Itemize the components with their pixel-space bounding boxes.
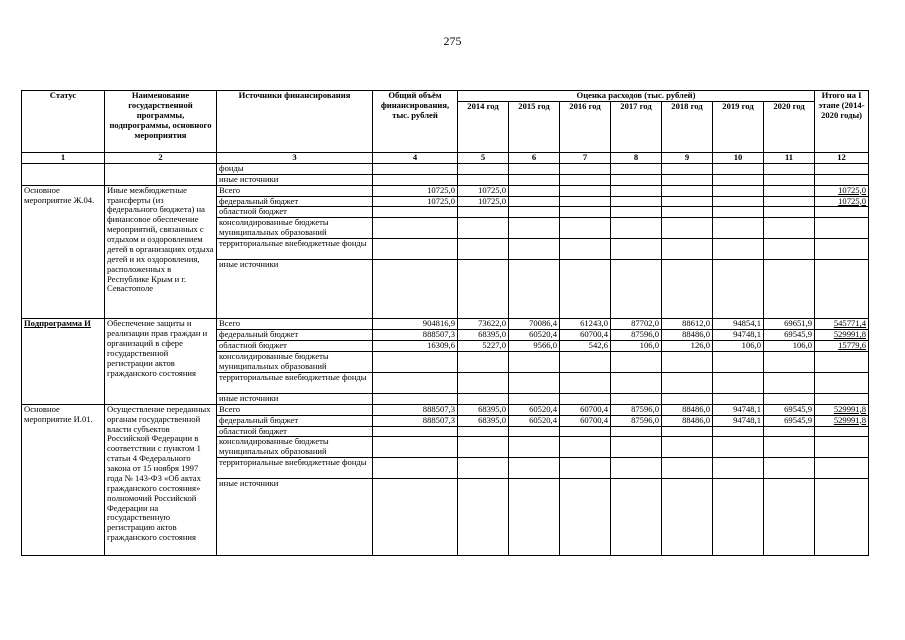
year-cell (662, 372, 713, 393)
year-cell (611, 437, 662, 458)
year-cell (560, 372, 611, 393)
year-cell: 88486,0 (662, 404, 713, 415)
year-cell (509, 185, 560, 196)
column-number: 11 (764, 153, 815, 164)
name-cell: Обеспечение защиты и реализации прав граждан и организаций в сфере государственной регистрации актов гражданского состояния (105, 319, 217, 405)
year-cell: 9566,0 (509, 341, 560, 352)
source-cell: Всего (217, 319, 373, 330)
year-cell (509, 239, 560, 260)
year-cell (509, 207, 560, 218)
status-cell: Основное мероприятие Ж.04. (22, 185, 105, 319)
header-year: 2014 год (458, 102, 509, 153)
year-cell (509, 426, 560, 437)
source-cell: территориальные внебюджетные фонды (217, 458, 373, 479)
year-cell (764, 372, 815, 393)
table-row (22, 404, 869, 415)
header-status: Статус (22, 91, 105, 153)
stage-total-cell: 529991,8 (815, 404, 869, 415)
year-cell: 106,0 (764, 341, 815, 352)
stage-total-cell (815, 426, 869, 437)
year-cell (560, 218, 611, 239)
year-cell: 60520,4 (509, 330, 560, 341)
year-cell: 88486,0 (662, 415, 713, 426)
year-cell: 69651,9 (764, 319, 815, 330)
year-cell: 10725,0 (458, 185, 509, 196)
year-cell: 87596,0 (611, 404, 662, 415)
year-cell (713, 351, 764, 372)
year-cell: 88486,0 (662, 330, 713, 341)
year-cell (611, 196, 662, 207)
source-cell: консолидированные бюджеты муниципальных образований (217, 351, 373, 372)
year-cell: 60700,4 (560, 404, 611, 415)
source-cell: фонды (217, 163, 373, 174)
year-cell (509, 458, 560, 479)
total-cell (373, 393, 458, 404)
year-cell: 69545,9 (764, 404, 815, 415)
year-cell (611, 260, 662, 319)
year-cell (713, 372, 764, 393)
year-cell (764, 426, 815, 437)
total-cell (373, 260, 458, 319)
year-cell (560, 239, 611, 260)
year-cell (713, 185, 764, 196)
name-cell: Осуществление переданных органам государственной власти субъектов Российской Федерации в соответствии с пунктом 1 статьи 4 Федерального закона от 15 ноября 1997 года № 143-ФЗ «Об актах гражданского состояния» полномочий Российской Федерации на государственную регистрацию актов гражданского состояния (105, 404, 217, 556)
year-cell: 60700,4 (560, 330, 611, 341)
year-cell: 88612,0 (662, 319, 713, 330)
year-cell (764, 218, 815, 239)
year-cell (560, 393, 611, 404)
source-cell: иные источники (217, 260, 373, 319)
year-cell (713, 426, 764, 437)
year-cell (458, 458, 509, 479)
year-cell: 69545,9 (764, 330, 815, 341)
year-cell (509, 393, 560, 404)
table-row (22, 163, 869, 174)
year-cell (713, 437, 764, 458)
year-cell (713, 218, 764, 239)
stage-total-cell (815, 372, 869, 393)
year-cell (713, 458, 764, 479)
year-cell: 70086,4 (509, 319, 560, 330)
year-cell (458, 218, 509, 239)
stage-total-cell (815, 351, 869, 372)
year-cell: 94748,1 (713, 330, 764, 341)
year-cell (611, 185, 662, 196)
year-cell (662, 437, 713, 458)
year-cell (764, 479, 815, 556)
year-cell (560, 196, 611, 207)
year-cell (458, 437, 509, 458)
year-cell (611, 426, 662, 437)
year-cell (713, 260, 764, 319)
year-cell (509, 372, 560, 393)
year-cell: 60520,4 (509, 404, 560, 415)
name-cell: Иные межбюджетные трансферты (из федерального бюджета) на финансовое обеспечение мероприятий, связанных с отдыхом и оздоровлением детей в организациях отдыха детей и их оздоровления, расположенных в Республике Крым и г. Севастополе (105, 185, 217, 319)
year-cell (611, 393, 662, 404)
header-year: 2017 год (611, 102, 662, 153)
year-cell: 106,0 (611, 341, 662, 352)
header-sources: Источники финансирования (217, 91, 373, 153)
year-cell: 87702,0 (611, 319, 662, 330)
year-cell (458, 351, 509, 372)
source-cell: Всего (217, 404, 373, 415)
budget-table (21, 90, 869, 556)
year-cell (764, 185, 815, 196)
year-cell (764, 351, 815, 372)
stage-total-cell: 10725,0 (815, 196, 869, 207)
year-cell (764, 393, 815, 404)
header-year: 2015 год (509, 102, 560, 153)
stage-total-cell: 529991,8 (815, 415, 869, 426)
year-cell: 94854,1 (713, 319, 764, 330)
total-cell (373, 218, 458, 239)
source-cell: территориальные внебюджетные фонды (217, 372, 373, 393)
stage-total-cell (815, 207, 869, 218)
total-cell (373, 351, 458, 372)
year-cell (458, 239, 509, 260)
year-cell (662, 196, 713, 207)
stage-total-cell (815, 479, 869, 556)
stage-total-cell (815, 260, 869, 319)
stage-total-cell (815, 437, 869, 458)
year-cell (611, 458, 662, 479)
source-cell: консолидированные бюджеты муниципальных образований (217, 218, 373, 239)
total-cell (373, 372, 458, 393)
year-cell (764, 196, 815, 207)
header-name: Наименование государственной программы, подпрограммы, основного мероприятия (105, 91, 217, 153)
source-cell: консолидированные бюджеты муниципальных образований (217, 437, 373, 458)
source-cell: федеральный бюджет (217, 196, 373, 207)
total-cell (373, 207, 458, 218)
year-cell (662, 393, 713, 404)
year-cell: 68395,0 (458, 404, 509, 415)
year-cell: 87596,0 (611, 415, 662, 426)
year-cell: 60700,4 (560, 415, 611, 426)
year-cell (611, 351, 662, 372)
year-cell (713, 479, 764, 556)
status-cell: Основное мероприятие И.01. (22, 404, 105, 556)
year-cell (713, 393, 764, 404)
name-cell (105, 163, 217, 185)
status-cell: Подпрограмма И (22, 319, 105, 405)
year-cell (509, 260, 560, 319)
year-cell (458, 393, 509, 404)
source-cell: областной бюджет (217, 341, 373, 352)
year-cell (713, 239, 764, 260)
year-cell (560, 479, 611, 556)
year-cell (509, 196, 560, 207)
stage-total-cell: 545771,4 (815, 319, 869, 330)
year-cell (611, 218, 662, 239)
header-stage-total: Итого на I этапе (2014-2020 годы) (815, 91, 869, 153)
stage-total-cell (815, 218, 869, 239)
year-cell (458, 207, 509, 218)
year-cell (458, 372, 509, 393)
column-number: 8 (611, 153, 662, 164)
year-cell (458, 426, 509, 437)
source-cell: Всего (217, 185, 373, 196)
year-cell (662, 351, 713, 372)
year-cell: 542,6 (560, 341, 611, 352)
stage-total-cell: 10725,0 (815, 185, 869, 196)
year-cell (611, 479, 662, 556)
column-number: 6 (509, 153, 560, 164)
stage-total-cell (815, 458, 869, 479)
year-cell (764, 437, 815, 458)
year-cell (611, 207, 662, 218)
total-cell (373, 479, 458, 556)
year-cell (560, 458, 611, 479)
stage-total-cell: 15779,6 (815, 341, 869, 352)
year-cell (560, 351, 611, 372)
year-cell (764, 239, 815, 260)
column-number: 3 (217, 153, 373, 164)
year-cell (560, 207, 611, 218)
total-cell: 10725,0 (373, 185, 458, 196)
total-cell: 888507,3 (373, 415, 458, 426)
total-cell: 904816,9 (373, 319, 458, 330)
source-cell: федеральный бюджет (217, 415, 373, 426)
year-cell (560, 437, 611, 458)
year-cell: 68395,0 (458, 330, 509, 341)
stage-total-cell: 529991,8 (815, 330, 869, 341)
year-cell (611, 239, 662, 260)
column-number: 4 (373, 153, 458, 164)
year-cell (764, 260, 815, 319)
source-cell: областной бюджет (217, 207, 373, 218)
year-cell: 61243,0 (560, 319, 611, 330)
column-number: 5 (458, 153, 509, 164)
year-cell (662, 479, 713, 556)
year-cell: 94748,1 (713, 415, 764, 426)
table-row (22, 319, 869, 330)
header-year: 2018 год (662, 102, 713, 153)
year-cell (509, 479, 560, 556)
column-number: 2 (105, 153, 217, 164)
year-cell: 60520,4 (509, 415, 560, 426)
year-cell: 69545,9 (764, 415, 815, 426)
year-cell: 126,0 (662, 341, 713, 352)
header-year: 2020 год (764, 102, 815, 153)
year-cell (509, 218, 560, 239)
year-cell (764, 207, 815, 218)
year-cell (662, 207, 713, 218)
year-cell (662, 218, 713, 239)
year-cell (713, 207, 764, 218)
header-total: Общий объём финансирования, тыс. рублей (373, 91, 458, 153)
page-number: 275 (443, 34, 462, 48)
year-cell (560, 260, 611, 319)
column-number: 1 (22, 153, 105, 164)
total-cell: 888507,3 (373, 330, 458, 341)
year-cell (509, 351, 560, 372)
header-year: 2019 год (713, 102, 764, 153)
year-cell (662, 458, 713, 479)
year-cell: 94748,1 (713, 404, 764, 415)
year-cell (458, 479, 509, 556)
source-cell: федеральный бюджет (217, 330, 373, 341)
year-cell (662, 426, 713, 437)
header-estimate: Оценка расходов (тыс. рублей) (458, 91, 815, 102)
total-cell: 10725,0 (373, 196, 458, 207)
total-cell: 888507,3 (373, 404, 458, 415)
column-number: 7 (560, 153, 611, 164)
year-cell (713, 196, 764, 207)
source-cell: областной бюджет (217, 426, 373, 437)
year-cell (662, 185, 713, 196)
year-cell (662, 260, 713, 319)
source-cell: иные источники (217, 393, 373, 404)
stage-total-cell (815, 393, 869, 404)
year-cell: 87596,0 (611, 330, 662, 341)
year-cell (560, 185, 611, 196)
year-cell: 68395,0 (458, 415, 509, 426)
status-cell (22, 163, 105, 185)
header-year: 2016 год (560, 102, 611, 153)
source-cell: иные источники (217, 479, 373, 556)
year-cell (458, 260, 509, 319)
year-cell (560, 426, 611, 437)
total-cell (373, 458, 458, 479)
table-row (22, 185, 869, 196)
year-cell (509, 437, 560, 458)
year-cell (662, 239, 713, 260)
source-cell: иные источники (217, 174, 373, 185)
stage-total-cell (815, 239, 869, 260)
total-cell (373, 426, 458, 437)
source-cell: территориальные внебюджетные фонды (217, 239, 373, 260)
column-number: 10 (713, 153, 764, 164)
total-cell: 16309,6 (373, 341, 458, 352)
year-cell: 10725,0 (458, 196, 509, 207)
column-number: 12 (815, 153, 869, 164)
total-cell (373, 437, 458, 458)
total-cell (373, 239, 458, 260)
year-cell: 5227,0 (458, 341, 509, 352)
year-cell (764, 458, 815, 479)
year-cell: 73622,0 (458, 319, 509, 330)
year-cell (611, 372, 662, 393)
year-cell: 106,0 (713, 341, 764, 352)
column-number: 9 (662, 153, 713, 164)
